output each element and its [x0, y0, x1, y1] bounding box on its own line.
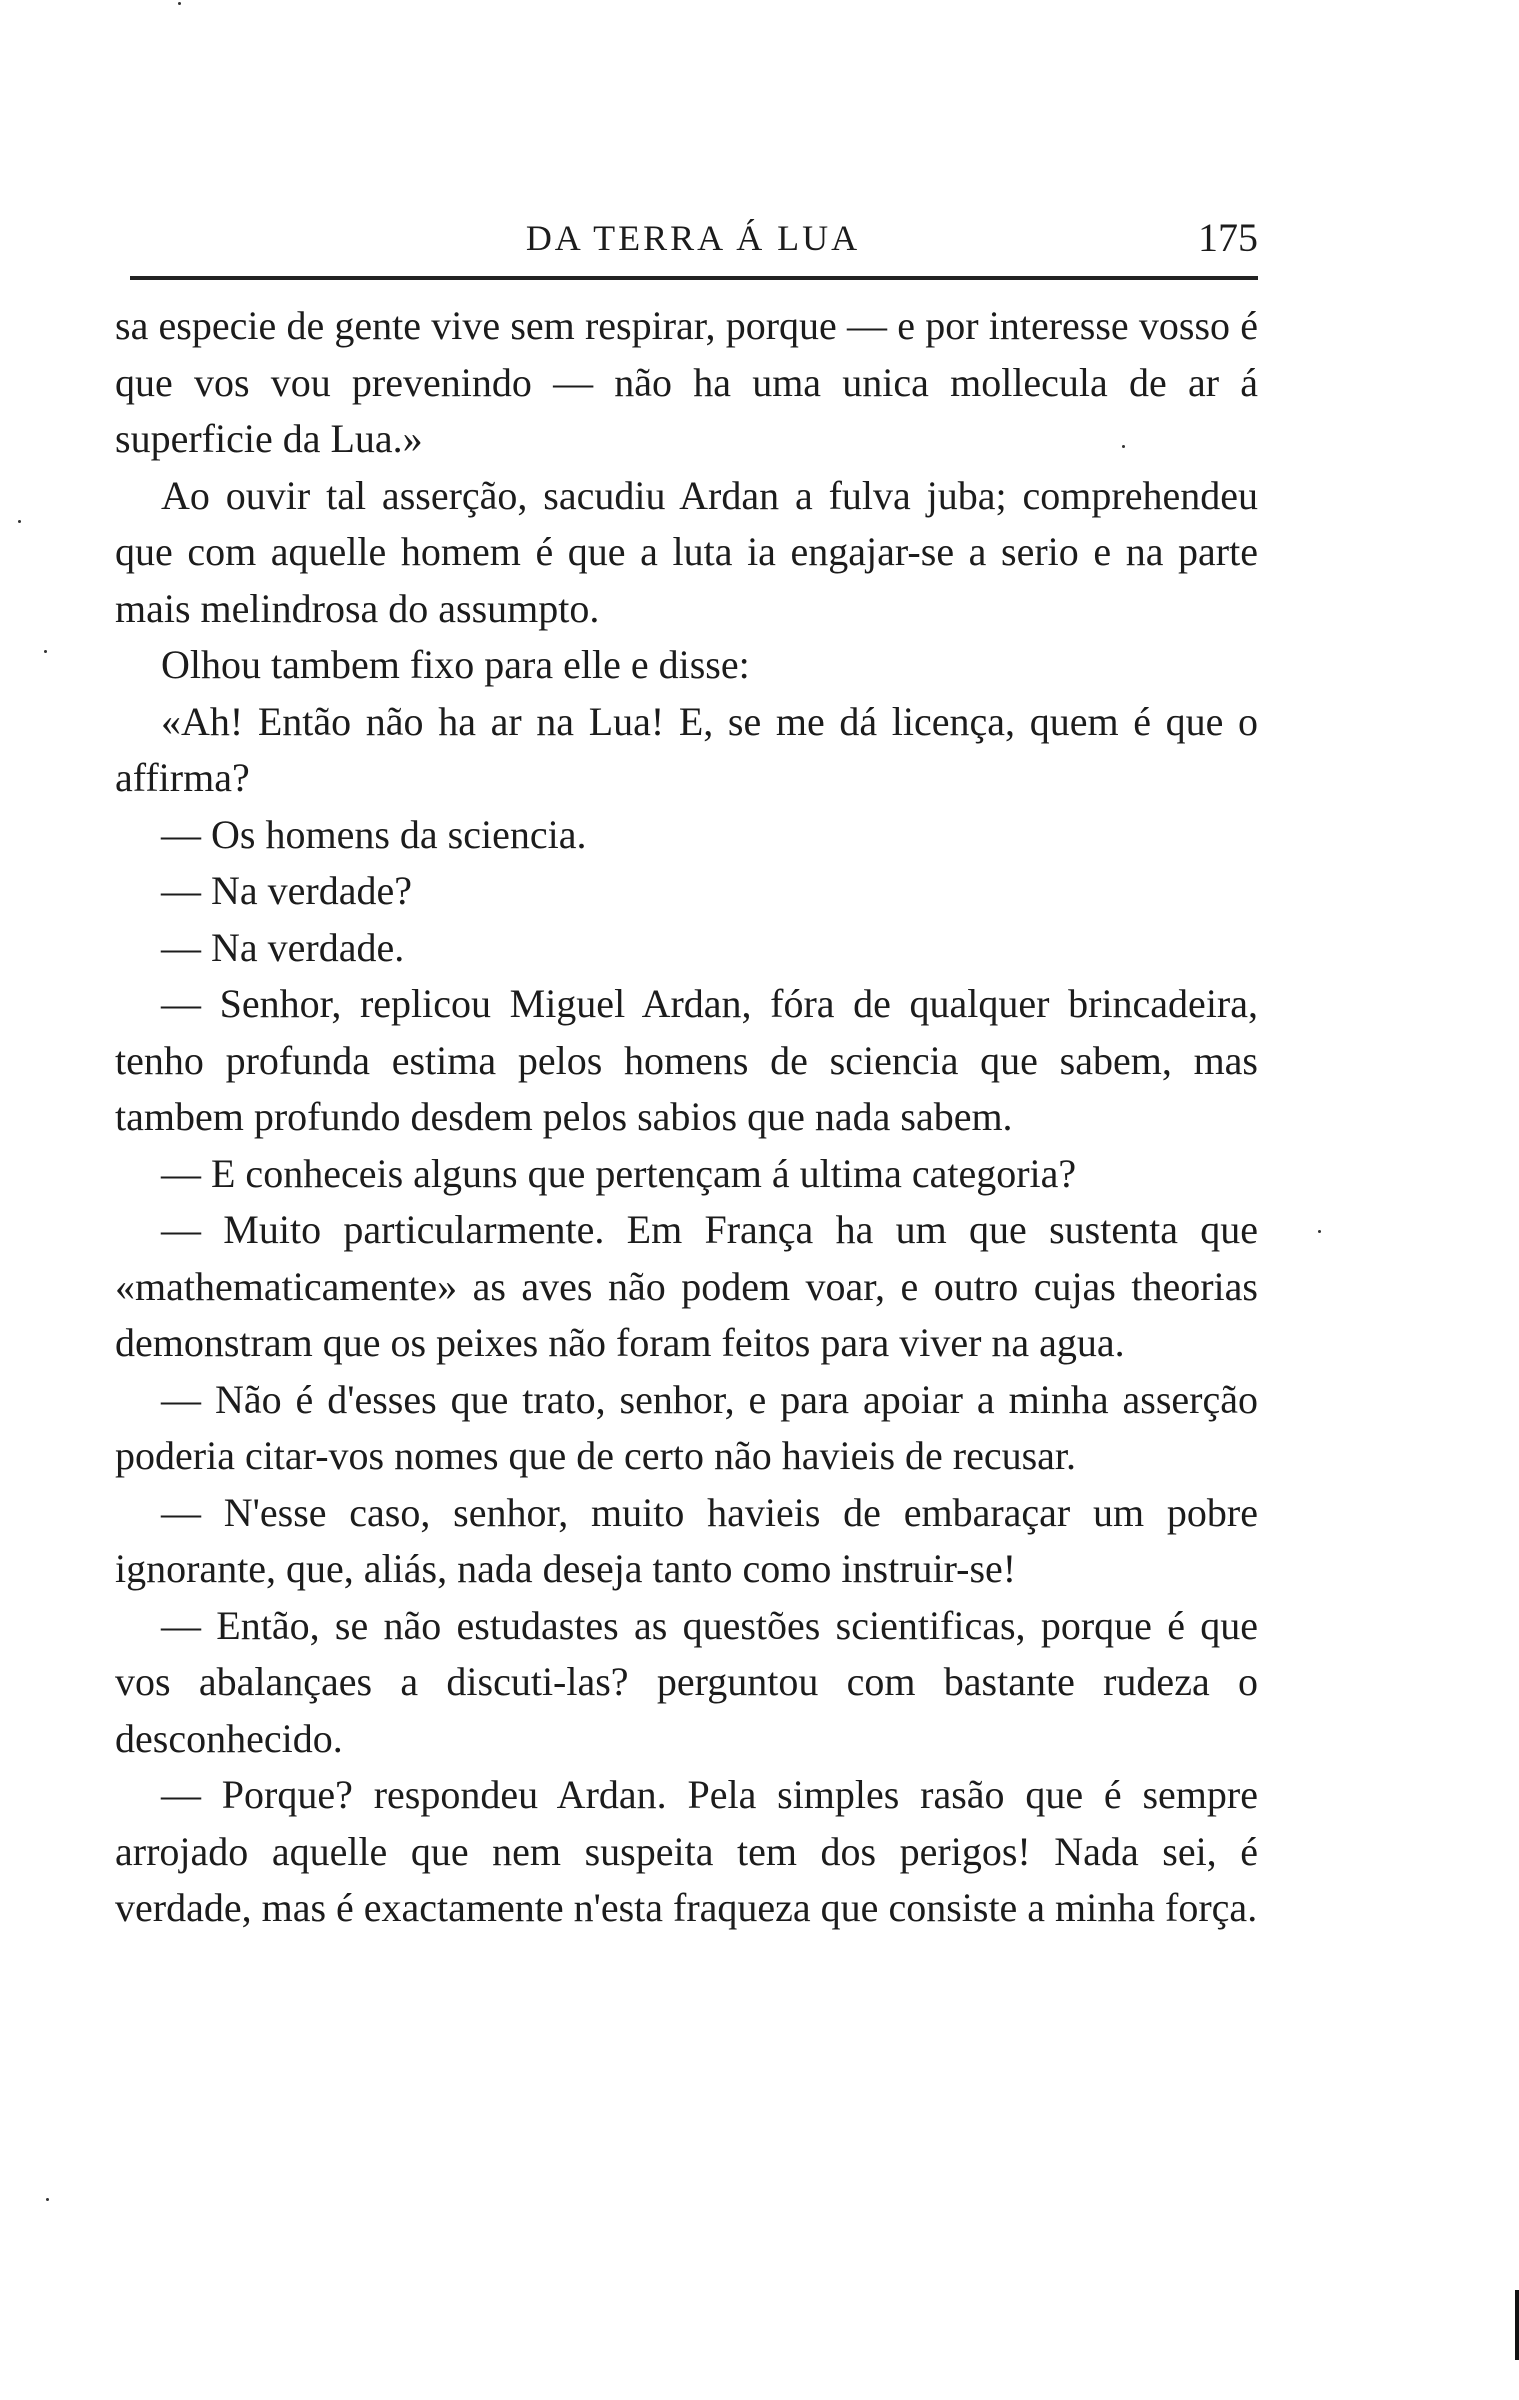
- paragraph: Ao ouvir tal asserção, sacudiu Ardan a fulva juba; comprehendeu que com aquelle homem é que a luta ia engajar-se a serio e na parte mais melindrosa do assumpto.: [115, 472, 1258, 631]
- body-text: [115, 298, 1258, 1937]
- paragraph: — Porque? respondeu Ardan. Pela simples rasão que é sempre arrojado aquelle que nem suspeita tem dos perigos! Nada sei, é verdade, mas é exactamente n'esta fraqueza que consiste a minha força.: [115, 1772, 1258, 1930]
- paper-speck: [18, 520, 21, 523]
- paragraph: — E conheceis alguns que pertençam á ultima categoria?: [161, 1150, 1077, 1196]
- paragraph: Olhou tambem fixo para elle e disse:: [161, 642, 750, 687]
- page-header: [128, 208, 1258, 268]
- page-edge-shadow: [1515, 2290, 1519, 2360]
- paragraph: — Não é d'esses que trato, senhor, e para apoiar a minha asserção poderia citar-vos nomes que de certo não havieis de recusar.: [115, 1376, 1258, 1478]
- paper-speck: [1318, 1230, 1321, 1233]
- paragraph: — N'esse caso, senhor, muito havieis de embaraçar um pobre ignorante, que, aliás, nada deseja tanto como instruir-se!: [115, 1489, 1258, 1591]
- paragraph: — Então, se não estudastes as questões scientificas, porque é que vos abalançaes a discuti-las? perguntou com bastante rudeza o desconhecido.: [115, 1602, 1258, 1761]
- paper-speck: [44, 650, 47, 653]
- paragraph: — Os homens da sciencia.: [161, 811, 587, 857]
- header-rule: [130, 276, 1258, 280]
- page-number: 175: [1198, 215, 1258, 260]
- paper-speck: [1122, 445, 1125, 448]
- running-title: DA TERRA Á LUA: [525, 218, 861, 258]
- paragraph: — Na verdade?: [161, 868, 412, 913]
- paragraph: — Na verdade.: [161, 924, 405, 970]
- paper-speck: [178, 2, 181, 5]
- paragraph: — Senhor, replicou Miguel Ardan, fóra de qualquer brincadeira, tenho profunda estima pelos homens de sciencia que sabem, mas tambem profundo desdem pelos sabios que nada sabem.: [115, 981, 1258, 1139]
- paper-speck: [46, 2198, 49, 2201]
- paragraph: sa especie de gente vive sem respirar, porque — e por interesse vosso é que vos vou prevenindo — não ha uma unica mollecula de ar á superficie da Lua.»: [115, 303, 1258, 461]
- paragraph: «Ah! Então não ha ar na Lua! E, se me dá licença, quem é que o affirma?: [115, 698, 1258, 800]
- paragraph: — Muito particularmente. Em França ha um que sustenta que «mathematicamente» as aves não podem voar, e outro cujas theorias demonstram que os peixes não foram feitos para viver na agua.: [115, 1207, 1258, 1365]
